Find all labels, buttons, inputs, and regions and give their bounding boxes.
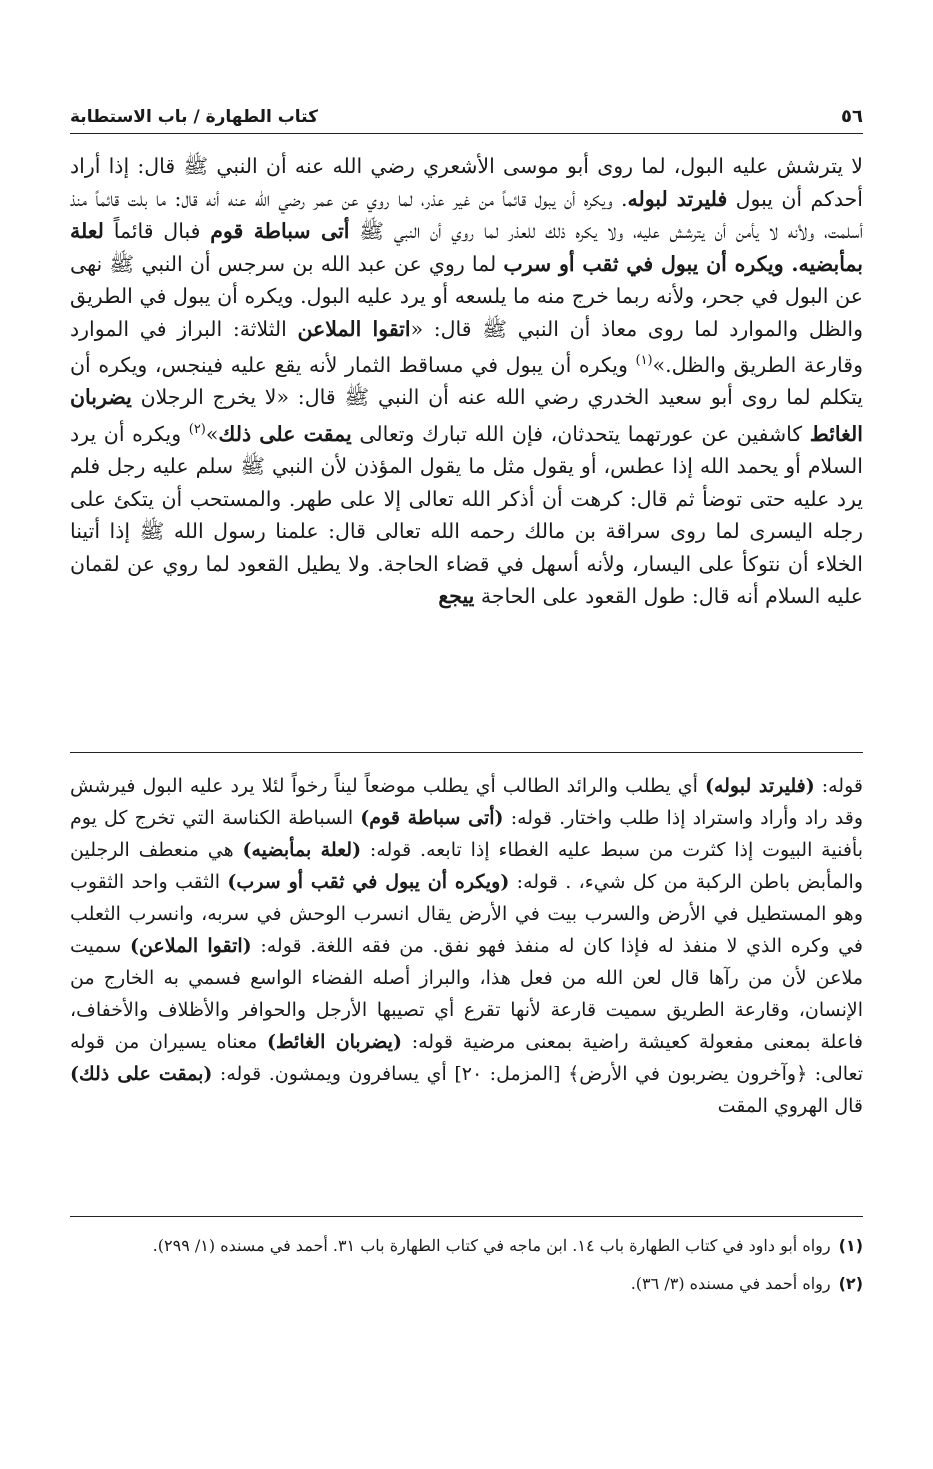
- commentary-paragraph: [70, 770, 863, 1122]
- text-segment: لما روي عن عبد الله بن سرجس أن النبي ﷺ نهى عن البول في جحر، ولأنه ربما خرج منه ما يلسعه أو يرد عليه البول. ويكره أن يبول في الطريق والظل والموارد لما روى معاذ أن النبي ﷺ قال: «: [70, 251, 864, 341]
- footnote: [70, 1232, 863, 1260]
- footnotes: [70, 1232, 863, 1308]
- footnote-divider: [70, 1216, 863, 1217]
- bold-term: لعلة بمأبضيه. ويكره أن يبول في ثقب أو سرب: [70, 219, 863, 276]
- bold-term: (يضربان الغائط): [267, 1031, 402, 1053]
- bold-term: يضربان الغائط: [70, 385, 863, 446]
- text-segment: »: [205, 421, 219, 446]
- footnote: [70, 1270, 863, 1298]
- footnote-number: (٢): [838, 1274, 863, 1293]
- text-segment: هي منعطف الرجلين والمأبض باطن الركبة من كل شيء، . قوله:: [70, 839, 863, 893]
- text-segment: السباطة الكناسة التي تخرج كل يوم بأفنية البيوت إذا كثرت من سبط عليه الغطاء إذا تابعه. قوله:: [70, 807, 864, 861]
- text-segment: أي يطلب والرائد الطالب أي يطلب موضعاً ليناً رخواً لئلا يرد عليه البول فيرشش وقد راد وأراد واستراد إذا طلب واختار. قوله:: [70, 775, 863, 829]
- footnote-text: رواه أبو داود في كتاب الطهارة باب ١٤. ابن ماجه في كتاب الطهارة باب ٣١. أحمد في مسنده (١/ ٢٩٩).: [152, 1236, 831, 1255]
- text-segment: قوله:: [814, 775, 863, 797]
- bold-term: (لعلة بمأبضيه): [242, 839, 362, 861]
- text-segment: الثلاثة: البراز في الموارد وقارعة الطريق والظل.»: [70, 316, 863, 377]
- bold-term: أتى سباطة قوم: [210, 219, 350, 243]
- text-segment: الثقب واحد الثقوب وهو المستطيل في الأرض والسرب بيت في الأرض يقال انسرب الوحش في سربه، وانسرب الثعلب في وكره الذي لا منفذ له فإذا كان له منفذ فهو نفق. من فقه اللغة. قوله:: [70, 871, 863, 957]
- text-segment: لا يترشش عليه البول، لما روى أبو موسى الأشعري رضي الله عنه أن النبي ﷺ قال: إذا أراد أحدكم أن يبول: [70, 154, 863, 211]
- footnote-number: (١): [838, 1236, 863, 1255]
- bold-term: اتقوا الملاعن: [297, 316, 411, 341]
- text-segment: ويكره أن يرد السلام أو يحمد الله إذا عطس، أو يقول مثل ما يقول المؤذن لأن النبي ﷺ سلم عليه رجل فلم يرد عليه حتى توضأ ثم قال: كرهت أن أذكر الله تعالى إلا على طهر. والمستحب أن يتكئ على رجله اليسرى لما روى سراقة بن مالك رحمه الله تعالى قال: علمنا رسول الله ﷺ إذا أتينا الخلاء أن نتوكأ على اليسار، ولأنه أسهل في قضاء الحاجة. ولا يطيل القعود لما روي عن لقمان عليه السلام أنه قال: طول القعود على الحاجة: [70, 421, 863, 609]
- bold-term: (اتقوا الملاعن): [129, 935, 252, 957]
- text-segment: كاشفين عن عورتهما يتحدثان، فإن الله تبارك وتعالى: [351, 421, 810, 446]
- bold-term: يمقت على ذلك: [218, 421, 352, 446]
- text-segment: سميت ملاعن لأن من رآها قال لعن الله من فعل هذا، والبراز أصله الفضاء الواسع فسمي به الخارج من الإنسان، وقارعة الطريق سميت قارعة لأنها تقرع أي تصيبها الأرجل والحوافر والأظلاف والأخفاف، فاعلة بمعنى مفعولة كعيشة راضية بمعنى مرضية قوله:: [70, 935, 864, 1053]
- footnote-text: رواه أحمد في مسنده (٣/ ٣٦).: [630, 1274, 831, 1293]
- footnote-ref: (٢): [188, 421, 206, 437]
- main-text: [70, 150, 863, 613]
- text-segment: قال الهروي المقت: [717, 1095, 863, 1117]
- bold-term: (أتى سباطة قوم): [360, 807, 504, 829]
- commentary-section: [70, 770, 863, 1122]
- bold-term: فليرتد لبوله: [627, 186, 728, 211]
- text-segment: معناه يسيران من قوله تعالى: ﴿وآخرون يضربون في الأرض﴾ [المزمل: ٢٠] أي يسافرون ويمشون. قوله:: [70, 1031, 863, 1085]
- footnote-ref: (١): [635, 353, 653, 368]
- commentary-divider: [70, 752, 863, 753]
- text-segment: . ويكره أن يبول قائماً من غير عذر، لما روي عن عمر رضي الله عنه أنه قال: ما بلت قائماً منذ أسلمت، ولأنه لا يأمن أن يترشش عليه، ولا يكره ذلك للعذر لما روي أن النبي ﷺ: [70, 186, 863, 243]
- bold-term: (ويكره أن يبول في ثقب أو سرب): [227, 871, 510, 893]
- page-header: [70, 95, 863, 134]
- text-segment: فبال قائماً: [103, 219, 211, 243]
- bold-term: (فليرتد لبوله): [704, 775, 815, 797]
- bold-term: ييجع: [438, 584, 475, 609]
- running-title: كتاب الطهارة / باب الاستطابة: [70, 107, 319, 127]
- bold-term: (بمقت على ذلك): [70, 1063, 213, 1085]
- main-paragraph: [70, 150, 863, 613]
- page-number: ٥٦: [841, 106, 863, 127]
- text-segment: ويكره أن يبول في مساقط الثمار لأنه يقع عليه فينجس، ويكره أن يتكلم لما روى أبو سعيد الخدري رضي الله عنه أن النبي ﷺ قال: «لا يخرج الرجلان: [70, 352, 863, 410]
